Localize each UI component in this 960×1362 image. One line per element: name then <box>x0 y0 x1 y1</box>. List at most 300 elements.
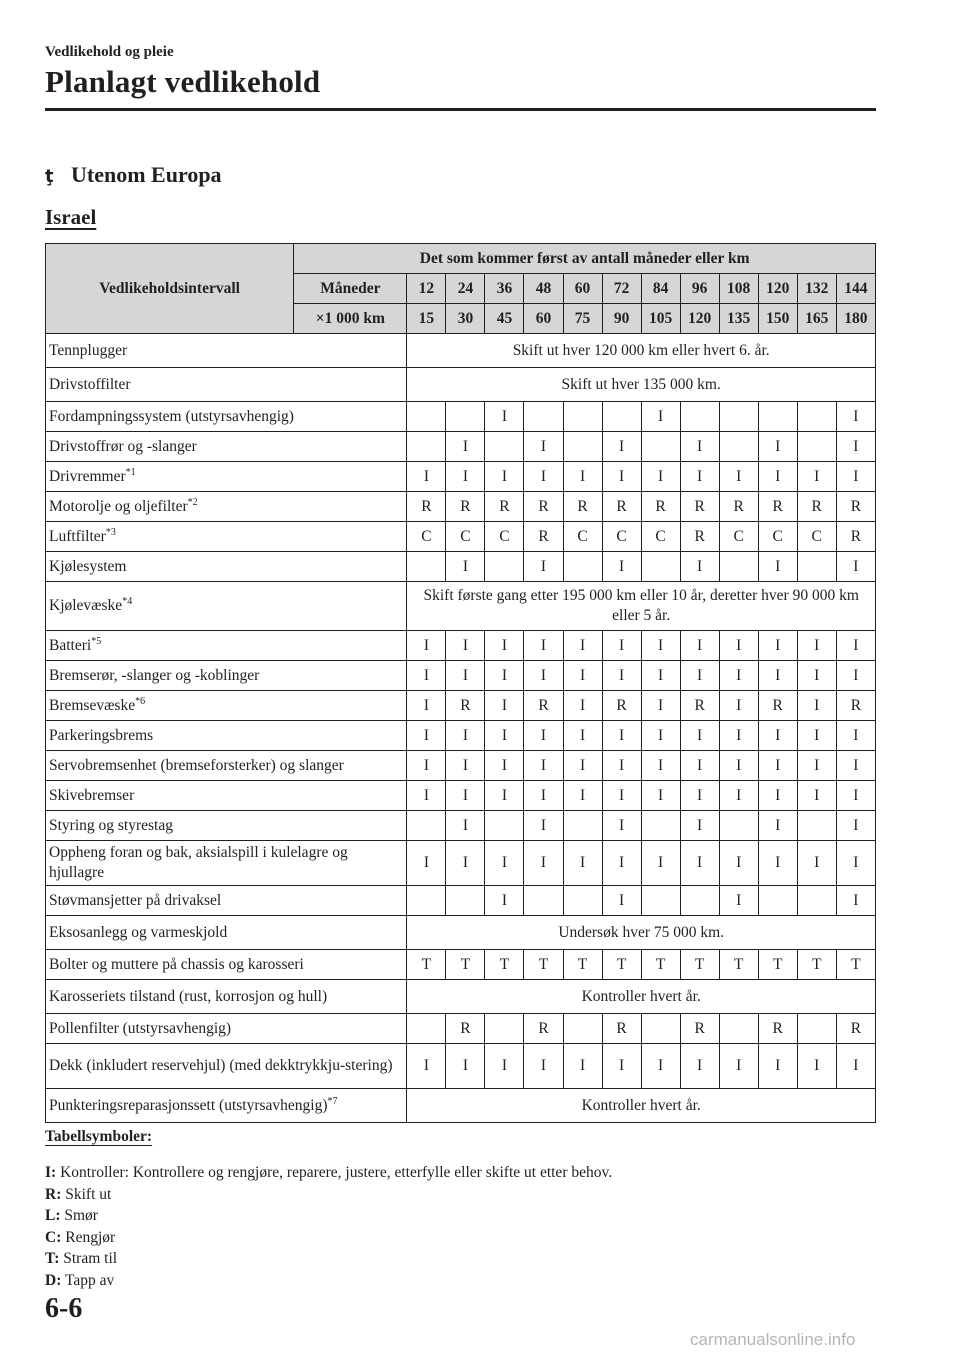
legend-text: Rengjør <box>65 1228 116 1246</box>
schedule-cell: C <box>641 522 680 552</box>
schedule-cell: T <box>524 950 563 980</box>
schedule-cell <box>485 811 524 841</box>
schedule-cell: R <box>524 522 563 552</box>
table-row <box>46 841 876 886</box>
schedule-cell: I <box>602 751 641 781</box>
table-row <box>46 950 876 980</box>
schedule-cell: I <box>485 841 524 886</box>
schedule-cell: I <box>641 1044 680 1089</box>
schedule-cell: I <box>602 552 641 582</box>
item-label: Drivremmer <box>49 467 126 485</box>
table-row <box>46 368 876 402</box>
schedule-cell: I <box>797 781 836 811</box>
km-header: 105 <box>641 304 680 334</box>
schedule-cell: R <box>680 691 719 721</box>
schedule-cell: I <box>836 811 875 841</box>
schedule-cell: I <box>758 631 797 661</box>
legend-symbol: D: <box>45 1271 62 1289</box>
item-label: Bremserør, -slanger og -koblinger <box>49 666 260 684</box>
row-item <box>46 721 407 751</box>
schedule-cell <box>524 402 563 432</box>
table-row <box>46 751 876 781</box>
item-label: Skivebremser <box>49 786 135 804</box>
table-row <box>46 334 876 368</box>
schedule-cell <box>485 552 524 582</box>
schedule-cell <box>719 402 758 432</box>
km-header: 120 <box>680 304 719 334</box>
schedule-cell: I <box>407 721 446 751</box>
schedule-cell: I <box>446 631 485 661</box>
row-item <box>46 522 407 552</box>
schedule-cell: C <box>563 522 602 552</box>
schedule-cell: I <box>485 781 524 811</box>
schedule-cell: R <box>602 1014 641 1044</box>
item-label: Parkeringsbrems <box>49 726 154 744</box>
schedule-cell: R <box>446 691 485 721</box>
schedule-cell: I <box>758 781 797 811</box>
schedule-cell: I <box>407 691 446 721</box>
schedule-cell: I <box>641 691 680 721</box>
item-label: Styring og styrestag <box>49 816 173 834</box>
schedule-cell: I <box>563 841 602 886</box>
schedule-cell: I <box>602 432 641 462</box>
month-header: 72 <box>602 274 641 304</box>
schedule-cell: T <box>719 950 758 980</box>
schedule-cell: I <box>563 781 602 811</box>
footnote-ref: *7 <box>327 1095 338 1107</box>
schedule-cell: I <box>758 751 797 781</box>
schedule-cell: R <box>641 492 680 522</box>
schedule-cell <box>680 886 719 916</box>
table-row <box>46 402 876 432</box>
item-label: Støvmansjetter på drivaksel <box>49 891 222 909</box>
schedule-cell: R <box>524 492 563 522</box>
footnote-ref: *6 <box>135 695 146 707</box>
km-header: 165 <box>797 304 836 334</box>
schedule-cell <box>485 1014 524 1044</box>
item-label: Luftfilter <box>49 527 106 545</box>
row-item <box>46 1014 407 1044</box>
schedule-cell: I <box>680 781 719 811</box>
schedule-cell <box>797 432 836 462</box>
month-header: 108 <box>719 274 758 304</box>
table-row <box>46 811 876 841</box>
schedule-cell: C <box>446 522 485 552</box>
schedule-cell <box>719 432 758 462</box>
title-divider <box>45 108 876 111</box>
schedule-cell: I <box>524 432 563 462</box>
schedule-cell: I <box>680 751 719 781</box>
schedule-cell: I <box>563 721 602 751</box>
row-item <box>46 841 407 886</box>
schedule-cell: I <box>524 1044 563 1089</box>
schedule-cell <box>563 811 602 841</box>
row-item <box>46 950 407 980</box>
schedule-cell: I <box>797 462 836 492</box>
schedule-cell <box>563 1014 602 1044</box>
page-number: 6-6 <box>45 1293 83 1324</box>
item-label: Oppheng foran og bak, aksialspill i kulelagre og hjullagre <box>49 844 348 881</box>
schedule-cell: I <box>719 721 758 751</box>
schedule-cell <box>407 432 446 462</box>
schedule-cell: I <box>524 552 563 582</box>
schedule-cell: I <box>836 462 875 492</box>
interval-note: Kontroller hvert år. <box>407 1089 876 1123</box>
schedule-cell: I <box>446 811 485 841</box>
month-header: 84 <box>641 274 680 304</box>
km-header: 180 <box>836 304 875 334</box>
schedule-cell: I <box>797 721 836 751</box>
schedule-cell <box>485 432 524 462</box>
schedule-cell <box>446 886 485 916</box>
schedule-cell: I <box>680 432 719 462</box>
schedule-cell <box>758 402 797 432</box>
schedule-cell: I <box>680 841 719 886</box>
legend-item <box>45 1205 612 1227</box>
table-row <box>46 1044 876 1089</box>
row-item <box>46 661 407 691</box>
schedule-cell: R <box>680 1014 719 1044</box>
schedule-cell: I <box>719 751 758 781</box>
table-row <box>46 432 876 462</box>
row-item <box>46 751 407 781</box>
page-title: Planlagt vedlikehold <box>45 64 321 99</box>
table-row <box>46 1089 876 1123</box>
schedule-cell: I <box>680 1044 719 1089</box>
schedule-cell: T <box>641 950 680 980</box>
schedule-cell: I <box>680 631 719 661</box>
schedule-cell: I <box>758 721 797 751</box>
item-label: Dekk (inkludert reservehjul) (med dekktrykkju-stering) <box>49 1057 393 1074</box>
schedule-cell: I <box>524 811 563 841</box>
schedule-cell: I <box>680 552 719 582</box>
schedule-cell: I <box>719 1044 758 1089</box>
schedule-cell: I <box>641 781 680 811</box>
schedule-cell: C <box>758 522 797 552</box>
schedule-cell: I <box>446 841 485 886</box>
month-header: 24 <box>446 274 485 304</box>
schedule-cell: I <box>563 751 602 781</box>
schedule-cell <box>407 402 446 432</box>
schedule-cell: I <box>407 781 446 811</box>
schedule-cell <box>797 552 836 582</box>
item-label: Kjølesystem <box>49 557 127 575</box>
month-header: 12 <box>407 274 446 304</box>
schedule-cell: I <box>446 751 485 781</box>
schedule-cell <box>719 1014 758 1044</box>
schedule-cell: I <box>563 1044 602 1089</box>
schedule-cell: I <box>797 631 836 661</box>
subheading-text: Utenom Europa <box>71 162 222 187</box>
table-row <box>46 691 876 721</box>
schedule-cell: R <box>680 522 719 552</box>
schedule-cell: I <box>563 631 602 661</box>
interval-header: Vedlikeholdsintervall <box>46 244 294 334</box>
schedule-cell: I <box>485 402 524 432</box>
month-header: 48 <box>524 274 563 304</box>
schedule-cell: I <box>602 841 641 886</box>
schedule-cell: I <box>407 462 446 492</box>
interval-note: Kontroller hvert år. <box>407 980 876 1014</box>
item-label: Drivstoffrør og -slanger <box>49 437 197 455</box>
month-header: 96 <box>680 274 719 304</box>
schedule-cell <box>641 886 680 916</box>
schedule-cell: T <box>680 950 719 980</box>
legend-text: Kontroller: Kontrollere og rengjøre, reparere, justere, etterfylle eller skifte ut etter behov. <box>60 1164 613 1181</box>
schedule-cell: I <box>485 1044 524 1089</box>
row-item <box>46 462 407 492</box>
schedule-cell: T <box>602 950 641 980</box>
footnote-ref: *3 <box>105 526 116 538</box>
legend-text: Smør <box>64 1207 98 1224</box>
schedule-cell <box>407 811 446 841</box>
schedule-cell: I <box>680 462 719 492</box>
item-label: Kjølevæske <box>49 597 123 614</box>
schedule-cell: I <box>836 751 875 781</box>
schedule-cell <box>719 552 758 582</box>
item-label: Punkteringsreparasjonssett (utstyrsavhengig) <box>49 1096 328 1114</box>
row-item <box>46 402 407 432</box>
schedule-cell: R <box>836 522 875 552</box>
schedule-cell: R <box>836 492 875 522</box>
schedule-cell: I <box>407 841 446 886</box>
schedule-cell: R <box>407 492 446 522</box>
schedule-cell <box>797 1014 836 1044</box>
schedule-cell: I <box>719 886 758 916</box>
row-item <box>46 552 407 582</box>
item-label: Eksosanlegg og varmeskjold <box>49 923 228 941</box>
schedule-cell: I <box>758 552 797 582</box>
legend-symbol: I: <box>45 1164 57 1181</box>
schedule-cell: I <box>797 1044 836 1089</box>
schedule-cell <box>563 886 602 916</box>
schedule-cell: I <box>836 781 875 811</box>
schedule-cell: T <box>797 950 836 980</box>
schedule-cell <box>602 402 641 432</box>
legend-text: Tapp av <box>64 1271 115 1289</box>
schedule-cell: T <box>485 950 524 980</box>
table-row <box>46 631 876 661</box>
row-item <box>46 781 407 811</box>
legend-symbol: R: <box>45 1185 62 1203</box>
schedule-cell <box>407 886 446 916</box>
schedule-cell: R <box>836 691 875 721</box>
schedule-cell: I <box>524 751 563 781</box>
item-label: Tennplugger <box>49 341 128 359</box>
schedule-cell: I <box>836 886 875 916</box>
item-label: Bremsevæske <box>49 696 136 714</box>
schedule-cell: T <box>758 950 797 980</box>
schedule-cell: I <box>563 661 602 691</box>
row-item <box>46 980 407 1014</box>
schedule-cell: I <box>602 886 641 916</box>
schedule-cell: I <box>485 631 524 661</box>
km-header: 60 <box>524 304 563 334</box>
schedule-cell: I <box>407 751 446 781</box>
km-label: ×1 000 km <box>294 304 407 334</box>
schedule-cell <box>563 552 602 582</box>
schedule-cell <box>797 886 836 916</box>
month-header: 120 <box>758 274 797 304</box>
schedule-cell <box>641 552 680 582</box>
legend-item <box>45 1162 612 1184</box>
schedule-cell: I <box>407 631 446 661</box>
row-item <box>46 334 407 368</box>
legend-item <box>45 1248 612 1270</box>
schedule-cell: I <box>485 886 524 916</box>
km-header: 30 <box>446 304 485 334</box>
country-heading: Israel <box>45 205 97 229</box>
schedule-cell: C <box>602 522 641 552</box>
schedule-cell: T <box>836 950 875 980</box>
schedule-cell: I <box>524 781 563 811</box>
interval-note: Skift første gang etter 195 000 km eller 10 år, deretter hver 90 000 km eller 5 år. <box>407 582 876 631</box>
schedule-cell: I <box>641 841 680 886</box>
schedule-cell: I <box>485 751 524 781</box>
month-header: 60 <box>563 274 602 304</box>
schedule-cell: R <box>524 691 563 721</box>
schedule-cell: I <box>719 462 758 492</box>
schedule-cell: I <box>446 462 485 492</box>
footnote-ref: *1 <box>125 466 136 478</box>
schedule-cell: I <box>758 432 797 462</box>
schedule-cell: I <box>719 661 758 691</box>
schedule-cell: C <box>407 522 446 552</box>
schedule-cell: I <box>524 661 563 691</box>
row-item <box>46 1044 407 1089</box>
table-row <box>46 552 876 582</box>
schedule-cell: C <box>485 522 524 552</box>
item-label: Pollenfilter (utstyrsavhengig) <box>49 1019 232 1037</box>
schedule-cell: I <box>602 462 641 492</box>
schedule-cell: R <box>524 1014 563 1044</box>
footnote-ref: *4 <box>122 595 133 607</box>
km-header: 15 <box>407 304 446 334</box>
schedule-cell: T <box>446 950 485 980</box>
schedule-cell: I <box>641 661 680 691</box>
item-label: Batteri <box>49 636 92 654</box>
schedule-cell: I <box>446 721 485 751</box>
schedule-cell: I <box>485 462 524 492</box>
schedule-cell: I <box>446 661 485 691</box>
watermark: carmanualsonline.info <box>690 1330 856 1349</box>
schedule-cell: I <box>758 1044 797 1089</box>
item-label: Bolter og muttere på chassis og karosseri <box>49 955 304 973</box>
schedule-cell: R <box>758 492 797 522</box>
schedule-cell: T <box>563 950 602 980</box>
schedule-cell: I <box>641 631 680 661</box>
schedule-cell <box>680 402 719 432</box>
item-label: Servobremsenhet (bremseforsterker) og slanger <box>49 756 344 774</box>
schedule-cell <box>563 402 602 432</box>
schedule-cell: I <box>797 661 836 691</box>
schedule-cell: I <box>836 432 875 462</box>
month-header: 144 <box>836 274 875 304</box>
schedule-cell: I <box>797 841 836 886</box>
schedule-cell <box>641 1014 680 1044</box>
schedule-cell: I <box>524 631 563 661</box>
schedule-cell: R <box>602 492 641 522</box>
row-item <box>46 916 407 950</box>
row-item <box>46 886 407 916</box>
table-row <box>46 886 876 916</box>
schedule-cell: I <box>446 1044 485 1089</box>
schedule-cell <box>797 402 836 432</box>
schedule-cell: R <box>485 492 524 522</box>
schedule-cell: I <box>758 841 797 886</box>
schedule-cell: I <box>602 661 641 691</box>
schedule-cell: I <box>485 661 524 691</box>
table-row <box>46 492 876 522</box>
schedule-cell: I <box>602 811 641 841</box>
schedule-cell: I <box>524 721 563 751</box>
schedule-cell: I <box>797 751 836 781</box>
schedule-cell: T <box>407 950 446 980</box>
km-header: 90 <box>602 304 641 334</box>
month-header: 132 <box>797 274 836 304</box>
item-label: Karosseriets tilstand (rust, korrosjon og hull) <box>49 987 328 1005</box>
schedule-cell <box>719 811 758 841</box>
schedule-cell: R <box>446 1014 485 1044</box>
schedule-cell: I <box>797 691 836 721</box>
interval-note: Skift ut hver 120 000 km eller hvert 6. år. <box>407 334 876 368</box>
schedule-cell: I <box>680 661 719 691</box>
month-header: 36 <box>485 274 524 304</box>
row-item <box>46 582 407 631</box>
section-label: Vedlikehold og pleie <box>45 44 174 60</box>
row-item <box>46 691 407 721</box>
schedule-cell: I <box>680 811 719 841</box>
km-header: 150 <box>758 304 797 334</box>
schedule-cell: I <box>563 462 602 492</box>
schedule-cell: I <box>836 721 875 751</box>
schedule-cell: I <box>641 402 680 432</box>
legend-item <box>45 1184 612 1206</box>
schedule-cell: I <box>602 1044 641 1089</box>
schedule-cell: I <box>602 721 641 751</box>
schedule-cell <box>446 402 485 432</box>
table-row <box>46 462 876 492</box>
schedule-cell: I <box>563 691 602 721</box>
schedule-cell: C <box>719 522 758 552</box>
schedule-cell: I <box>485 721 524 751</box>
row-item <box>46 492 407 522</box>
schedule-cell: C <box>797 522 836 552</box>
schedule-cell: I <box>836 631 875 661</box>
legend-text: Stram til <box>63 1250 118 1267</box>
legend-title: Tabellsymboler: <box>45 1128 153 1145</box>
schedule-cell: I <box>758 661 797 691</box>
schedule-cell: I <box>836 1044 875 1089</box>
schedule-cell: I <box>836 552 875 582</box>
km-header: 45 <box>485 304 524 334</box>
schedule-cell: I <box>407 1044 446 1089</box>
schedule-cell: I <box>719 841 758 886</box>
schedule-cell: I <box>407 661 446 691</box>
schedule-cell: I <box>446 781 485 811</box>
table-row <box>46 781 876 811</box>
row-item <box>46 631 407 661</box>
interval-note: Undersøk hver 75 000 km. <box>407 916 876 950</box>
schedule-cell: R <box>836 1014 875 1044</box>
row-item <box>46 432 407 462</box>
schedule-cell: I <box>719 781 758 811</box>
schedule-cell: I <box>524 841 563 886</box>
row-item <box>46 368 407 402</box>
schedule-cell <box>407 1014 446 1044</box>
schedule-cell: I <box>641 751 680 781</box>
schedule-cell <box>563 432 602 462</box>
